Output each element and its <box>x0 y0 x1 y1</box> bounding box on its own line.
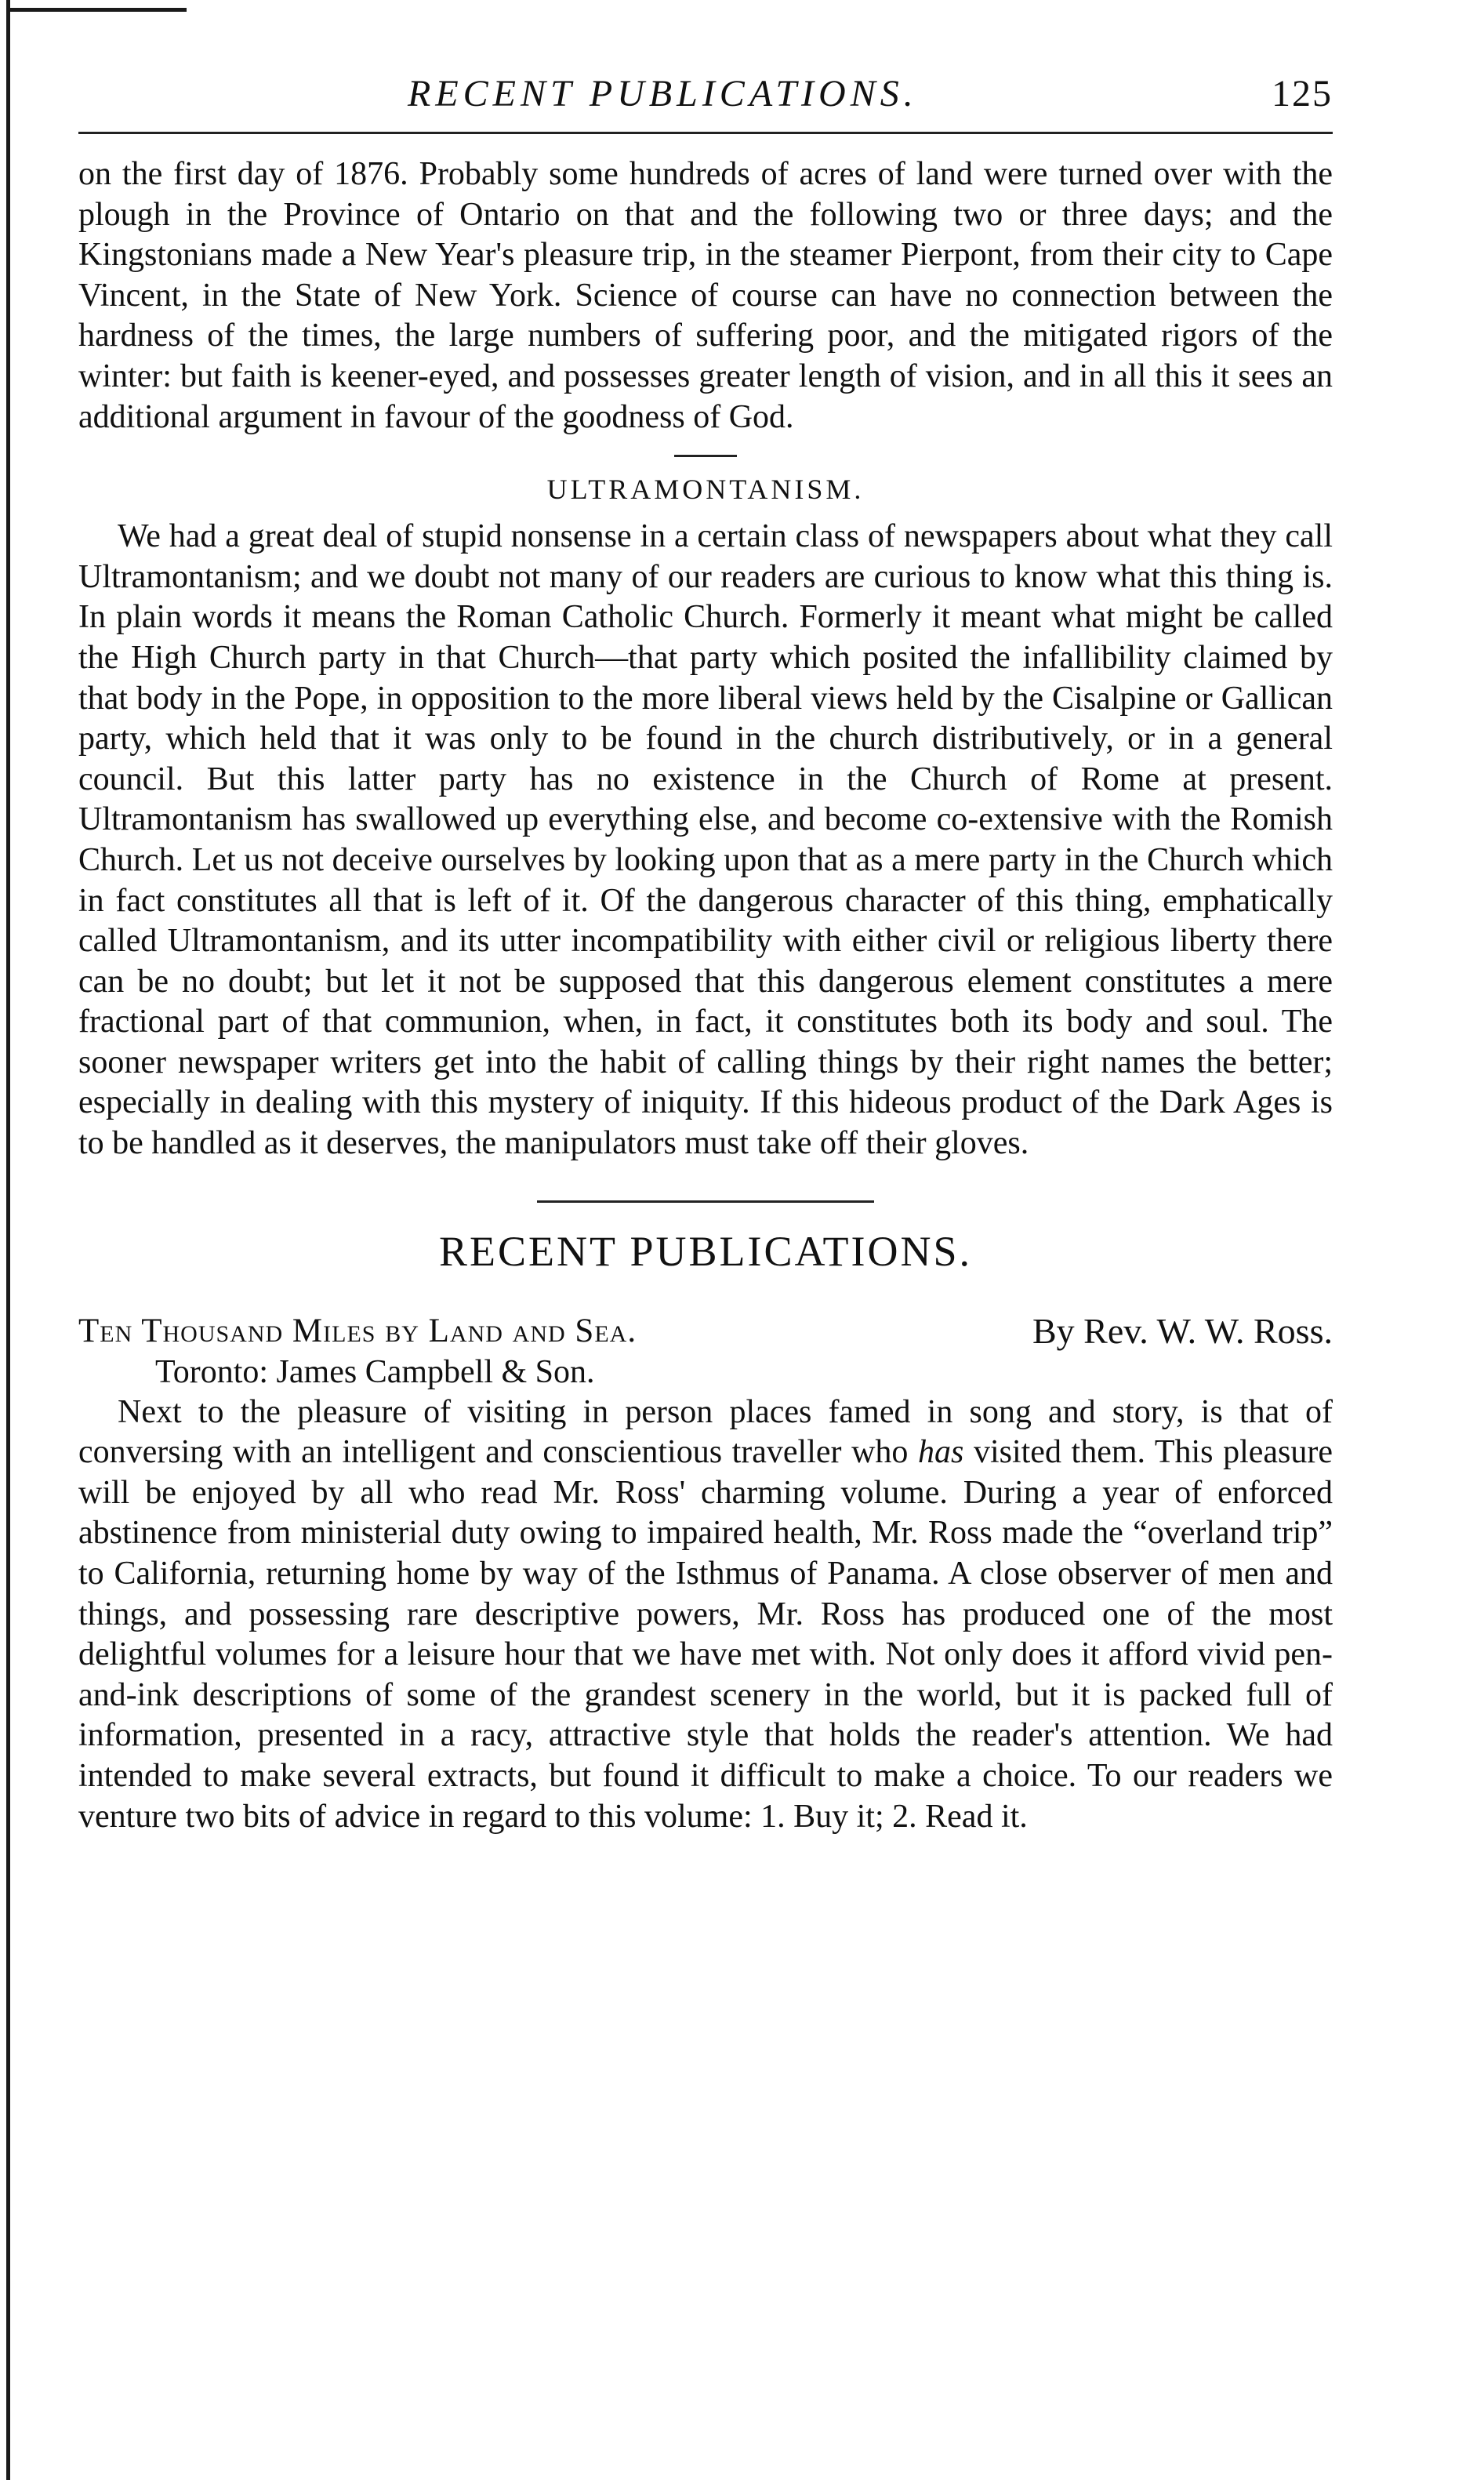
section-heading-ultramontanism: ULTRAMONTANISM. <box>546 474 865 506</box>
header-rule <box>78 132 1333 134</box>
running-title: RECENT PUBLICATIONS. <box>408 73 918 114</box>
book-entry-heading <box>78 1311 1333 1352</box>
recent-publications-heading: RECENT PUBLICATIONS. <box>438 1227 973 1275</box>
book-author: By Rev. W. W. Ross. <box>1032 1310 1333 1351</box>
page-binding-edge <box>6 0 10 2480</box>
book-title: Ten Thousand Miles by Land and Sea. <box>78 1312 637 1349</box>
book-review-paragraph <box>78 1393 1333 1838</box>
review-text-end: visited them. This pleasure will be enjoyed by all who read Mr. Ross' charming volume. During a year of enforced abstinence from ministerial duty owing to impaired health, Mr. Ross made the “overland trip” to California, returning home by way of the Isthmus of Panama. A close observer of men and things, and possessing rare descriptive powers, Mr. Ross has produced one of the most delightful volumes for a leisure hour that we have met with. Not only does it afford vivid pen-and-ink descriptions of some of the grandest scenery in the world, but it is packed full of information, presented in a racy, attractive style that holds the reader's attention. We had intended to make several extracts, but found it difficult to make a choice. To our readers we venture two bits of advice in regard to this volume: 1. Buy it; 2. Read it. <box>78 1434 1333 1835</box>
article-divider <box>537 1200 874 1203</box>
section-divider <box>674 455 737 457</box>
review-italic-word: has <box>918 1434 964 1471</box>
ultramontanism-paragraph: We had a great deal of stupid nonsense in a certain class of newspapers about what they call Ultramontanism; and we doubt not many of our readers are curious to know what this thing is. In plain words it means the Roman Catholic Church. Formerly it meant what might be called the High Church party in that Church—that party which posited the infallibility claimed by that body in the Pope, in opposition to the more liberal views held by the Cisalpine or Gallican party, which held that it was only to be found in the church distributively, or in a general council. But this latter party has no existence in the Church of Rome at present. Ultramontanism has swallowed up everything else, and become co-extensive with the Romish Church. Let us not deceive ourselves by looking upon that as a mere party in the Church which in fact constitutes all that is left of it. Of the dangerous character of this thing, emphatically called Ultramontanism, and its utter incompatibility with either civil or religious liberty there can be no doubt; but let it not be supposed that this dangerous element constitutes a mere fractional part of that communion, when, in fact, it constitutes both its body and soul. The sooner newspaper writers get into the habit of calling things by their right names the better; especially in dealing with this mystery of iniquity. If this hideous product of the Dark Ages is to be handled as it deserves, the manipulators must take off their gloves. <box>78 518 1333 1162</box>
book-imprint: Toronto: James Campbell & Son. <box>155 1353 595 1390</box>
running-head <box>78 63 1333 125</box>
continuation-paragraph: on the first day of 1876. Probably some hundreds of acres of land were turned over with the plough in the Province of Ontario on that and the following two or three days; and the Kingstonians made a New Year's pleasure trip, in the steamer Pierpont, from their city to Cape Vincent, in the State of New York. Science of course can have no connection between the hardness of the times, the large numbers of suffering poor, and the mitigated rigors of the winter: but faith is keener-eyed, and possesses greater length of vision, and in all this it sees an additional argument in favour of the goodness of God. <box>78 156 1333 435</box>
review-text-start: Next to the pleasure of visiting in person places famed in song and story, is that of conversing with an intelligent and conscientious traveller who <box>78 1393 1333 1471</box>
page-number: 125 <box>1272 73 1333 114</box>
page <box>78 63 1333 1837</box>
page-binding-corner <box>6 8 187 12</box>
